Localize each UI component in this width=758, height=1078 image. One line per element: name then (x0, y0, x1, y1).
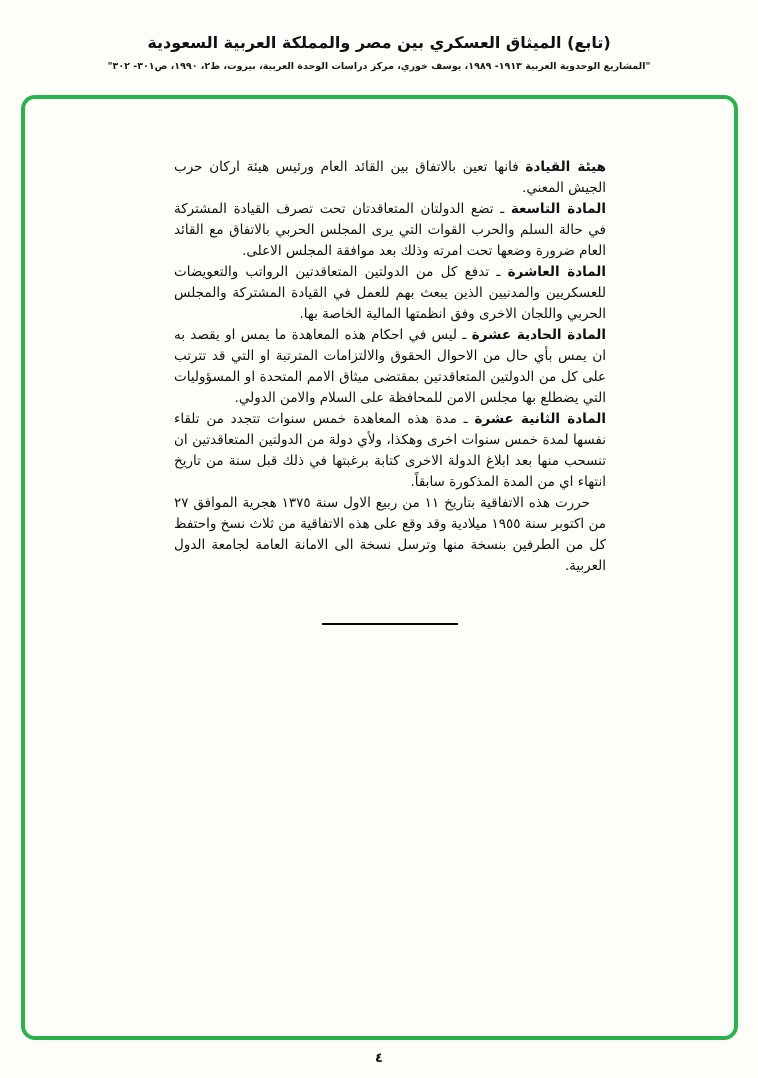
paragraph-text: فانها تعين بالاتفاق بين القائد العام ورئيس هيئة اركان حرب الجيش المعني. (174, 159, 606, 196)
paragraph (174, 262, 606, 325)
paragraph (174, 409, 606, 493)
signature-divider (322, 623, 458, 625)
paragraph (174, 199, 606, 262)
paragraph-lead: المادة التاسعة (510, 201, 606, 217)
paragraph-text: ـ مدة هذه المعاهدة خمس سنوات تتجدد من تلقاء نفسها لمدة خمس سنوات اخرى وهكذا، ولأي دولة من الدولتين المتعاقدتين ان تنسحب منها بعد ابلاغ الدولة الاخرى كتابة برغبتها في ذلك قبل سنة من تاريخ انتهاء اي من المدة المذكورة سابقاً. (174, 411, 606, 490)
document-title: (تابع) الميثاق العسكري بين مصر والمملكة العربية السعودية (147, 33, 611, 52)
paragraph (174, 493, 606, 577)
paragraph-lead: المادة الحادية عشرة (471, 327, 607, 343)
paragraph-text: حررت هذه الاتفاقية بتاريخ ١١ من ربيع الاول سنة ١٣٧٥ هجرية الموافق ٢٧ من اكتوبر سنة ١٩٥٥ ميلادية وقد وقع على هذه الاتفاقية من ثلاث نسخ واحتفظ كل من الطرفين بنسخة منها وترسل نسخة الى الامانة العامة لجامعة الدول العربية. (174, 495, 606, 574)
paragraph-lead: هيئة القيادة (525, 159, 606, 175)
document-body (174, 157, 606, 625)
paragraph-text: ـ تدفع كل من الدولتين المتعاقدتين الرواتب والتعويضات للعسكريين والمدنيين الذين يبعث بهم للعمل في القيادة المشتركة والمجلس الحربي واللجان الاخرى وفق انظمتها المالية الخاصة بها. (174, 264, 606, 322)
page-header (0, 33, 758, 72)
page-number: ٤ (375, 1051, 383, 1066)
green-border-frame (21, 95, 738, 1040)
paragraph-lead: المادة الثانية عشرة (474, 411, 606, 427)
paragraph-text: ـ تضع الدولتان المتعاقدتان تحت تصرف القيادة المشتركة في حالة السلم والحرب القوات التي يرى المجلس الحربي بالاتفاق مع القائد العام ضرورة وضعها تحت امرته وذلك بعد موافقة المجلس الاعلى. (174, 201, 606, 259)
paragraph (174, 157, 606, 199)
paragraph-text: ـ ليس في احكام هذه المعاهدة ما يمس او يقصد به ان يمس بأي حال من الاحوال الحقوق والالتزامات المترتبة او التي قد تترتب على كل من الدولتين المتعاقدتين بمقتضى ميثاق الامم المتحدة او المسؤوليات التي يضطلع بها مجلس الامن للمحافظة على السلام والامن الدولي. (174, 327, 606, 406)
paragraph (174, 325, 606, 409)
source-citation: "المشاريع الوحدوية العربية ١٩١٣- ١٩٨٩، يوسف خوري، مركز دراسات الوحدة العربية، بيروت، ط٢، ١٩٩٠، ص٣٠١- ٣٠٢" (107, 61, 651, 72)
paragraph-lead: المادة العاشرة (507, 264, 606, 280)
